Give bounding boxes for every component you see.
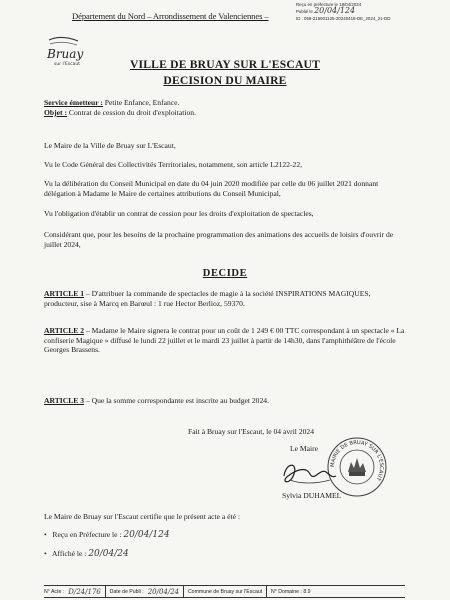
receipt-received: Reçu en préfecture le 18/04/2024 [296, 2, 362, 7]
consideration-4: Considérant que, pour les besoins de la prochaine programmation des animations des accueils de loisirs d'ouvrir de juillet 2024, [44, 230, 394, 249]
consideration-3: Vu l'obligation d'établir un contrat de cession pour les droits d'exploitation de spectacles, [44, 209, 314, 218]
place-and-date: Fait à Bruay sur l'Escaut, le 04 avril 2024 [188, 427, 315, 436]
article-3: ARTICLE 3 – Que la somme correspondante est inscrite au budget 2024. [44, 396, 269, 405]
footer-separator [105, 586, 106, 597]
receipt-published-handwritten: 20/04/124 [314, 6, 356, 16]
signatory-name: Sylvia DUHAMEL [282, 491, 342, 500]
consideration-1: Vu le Code Général des Collectivités Territoriales, notamment, son article L2122-22, [44, 160, 303, 169]
certification-text: Le Maire de Bruay sur l'Escaut certifie que le présent acte a été : [44, 512, 240, 521]
bullet-icon: • [44, 530, 51, 539]
certification-item-prefecture: • Reçu en Préfecture le : 20/04/124 [44, 530, 170, 540]
article-2: ARTICLE 2 – Madame le Maire signera le contrat pour un coût de 1 249 € 00 TTC correspondant à un spectacle « La confiserie Magique » diffusé le lundi 22 juillet et le mardi 23 juillet à partir de 14h30, dans l'amphithéâtre de l'école Georges Brassens. [44, 326, 405, 355]
decide-heading: DECIDE [202, 268, 248, 279]
article-1: ARTICLE 1 – D'attribuer la commande de spectacles de magie à la société INSPIRATIONS MAGIQUES, producteur, sise à Marcq en Barœul : 1 rue Hector Berlioz, 59370. [44, 289, 371, 308]
svg-text:sur l'Escaut: sur l'Escaut [54, 62, 81, 67]
service-line: Service émetteur : Petite Enfance, Enfance. [44, 98, 180, 107]
document-title: VILLE DE BRUAY SUR L'ESCAUT [129, 58, 321, 71]
footer-reference-bar: N° Acte : D/24/176 Date de Publi : 20/04/24 Commune de Bruay sur l'Escaut N° Domaine : 8.9 [44, 585, 405, 598]
signature-scribble [276, 456, 338, 490]
prefecture-receipt-block [296, 2, 448, 22]
objet-line: Objet : Contrat de cession du droit d'exploitation. [44, 108, 196, 117]
footer-domaine: N° Domaine : 8.9 [270, 588, 311, 595]
footer-acte-number: D/24/176 [68, 587, 101, 596]
footer-separator [183, 586, 184, 597]
signatory-role: Le Maire [290, 444, 319, 453]
intro-line: Le Maire de la Ville de Bruay sur L'Escaut, [44, 141, 176, 150]
svg-text:Bruay: Bruay [47, 47, 84, 61]
department-header: Département du Nord – Arrondissement de Valenciennes – [72, 11, 269, 21]
receipt-published: Publié le 20/04/124 [296, 6, 356, 16]
certification-item-affiche: • Affiché le : 20/04/24 [44, 549, 129, 559]
footer-publication-date: 20/04/24 [147, 587, 180, 596]
consideration-2: Vu la délibération du Conseil Municipal en date du 04 juin 2020 modifiée par celle du 06 juillet 2021 donnant délégation à Madame le Maire de certaines attributions du Conseil Municipal, [44, 179, 379, 198]
footer-commune: Commune de Bruay sur l'Escaut [187, 588, 263, 595]
stamp-text: MAIRIE DE BRUAY SUR L'ESCAUT [329, 439, 385, 482]
receipt-id: ID : 059-215901125-20240418-DE_2024_21-DD [296, 15, 391, 21]
bullet-icon: • [44, 549, 51, 558]
document-subtitle: DECISION DU MAIRE [163, 74, 287, 87]
footer-separator [266, 586, 267, 597]
